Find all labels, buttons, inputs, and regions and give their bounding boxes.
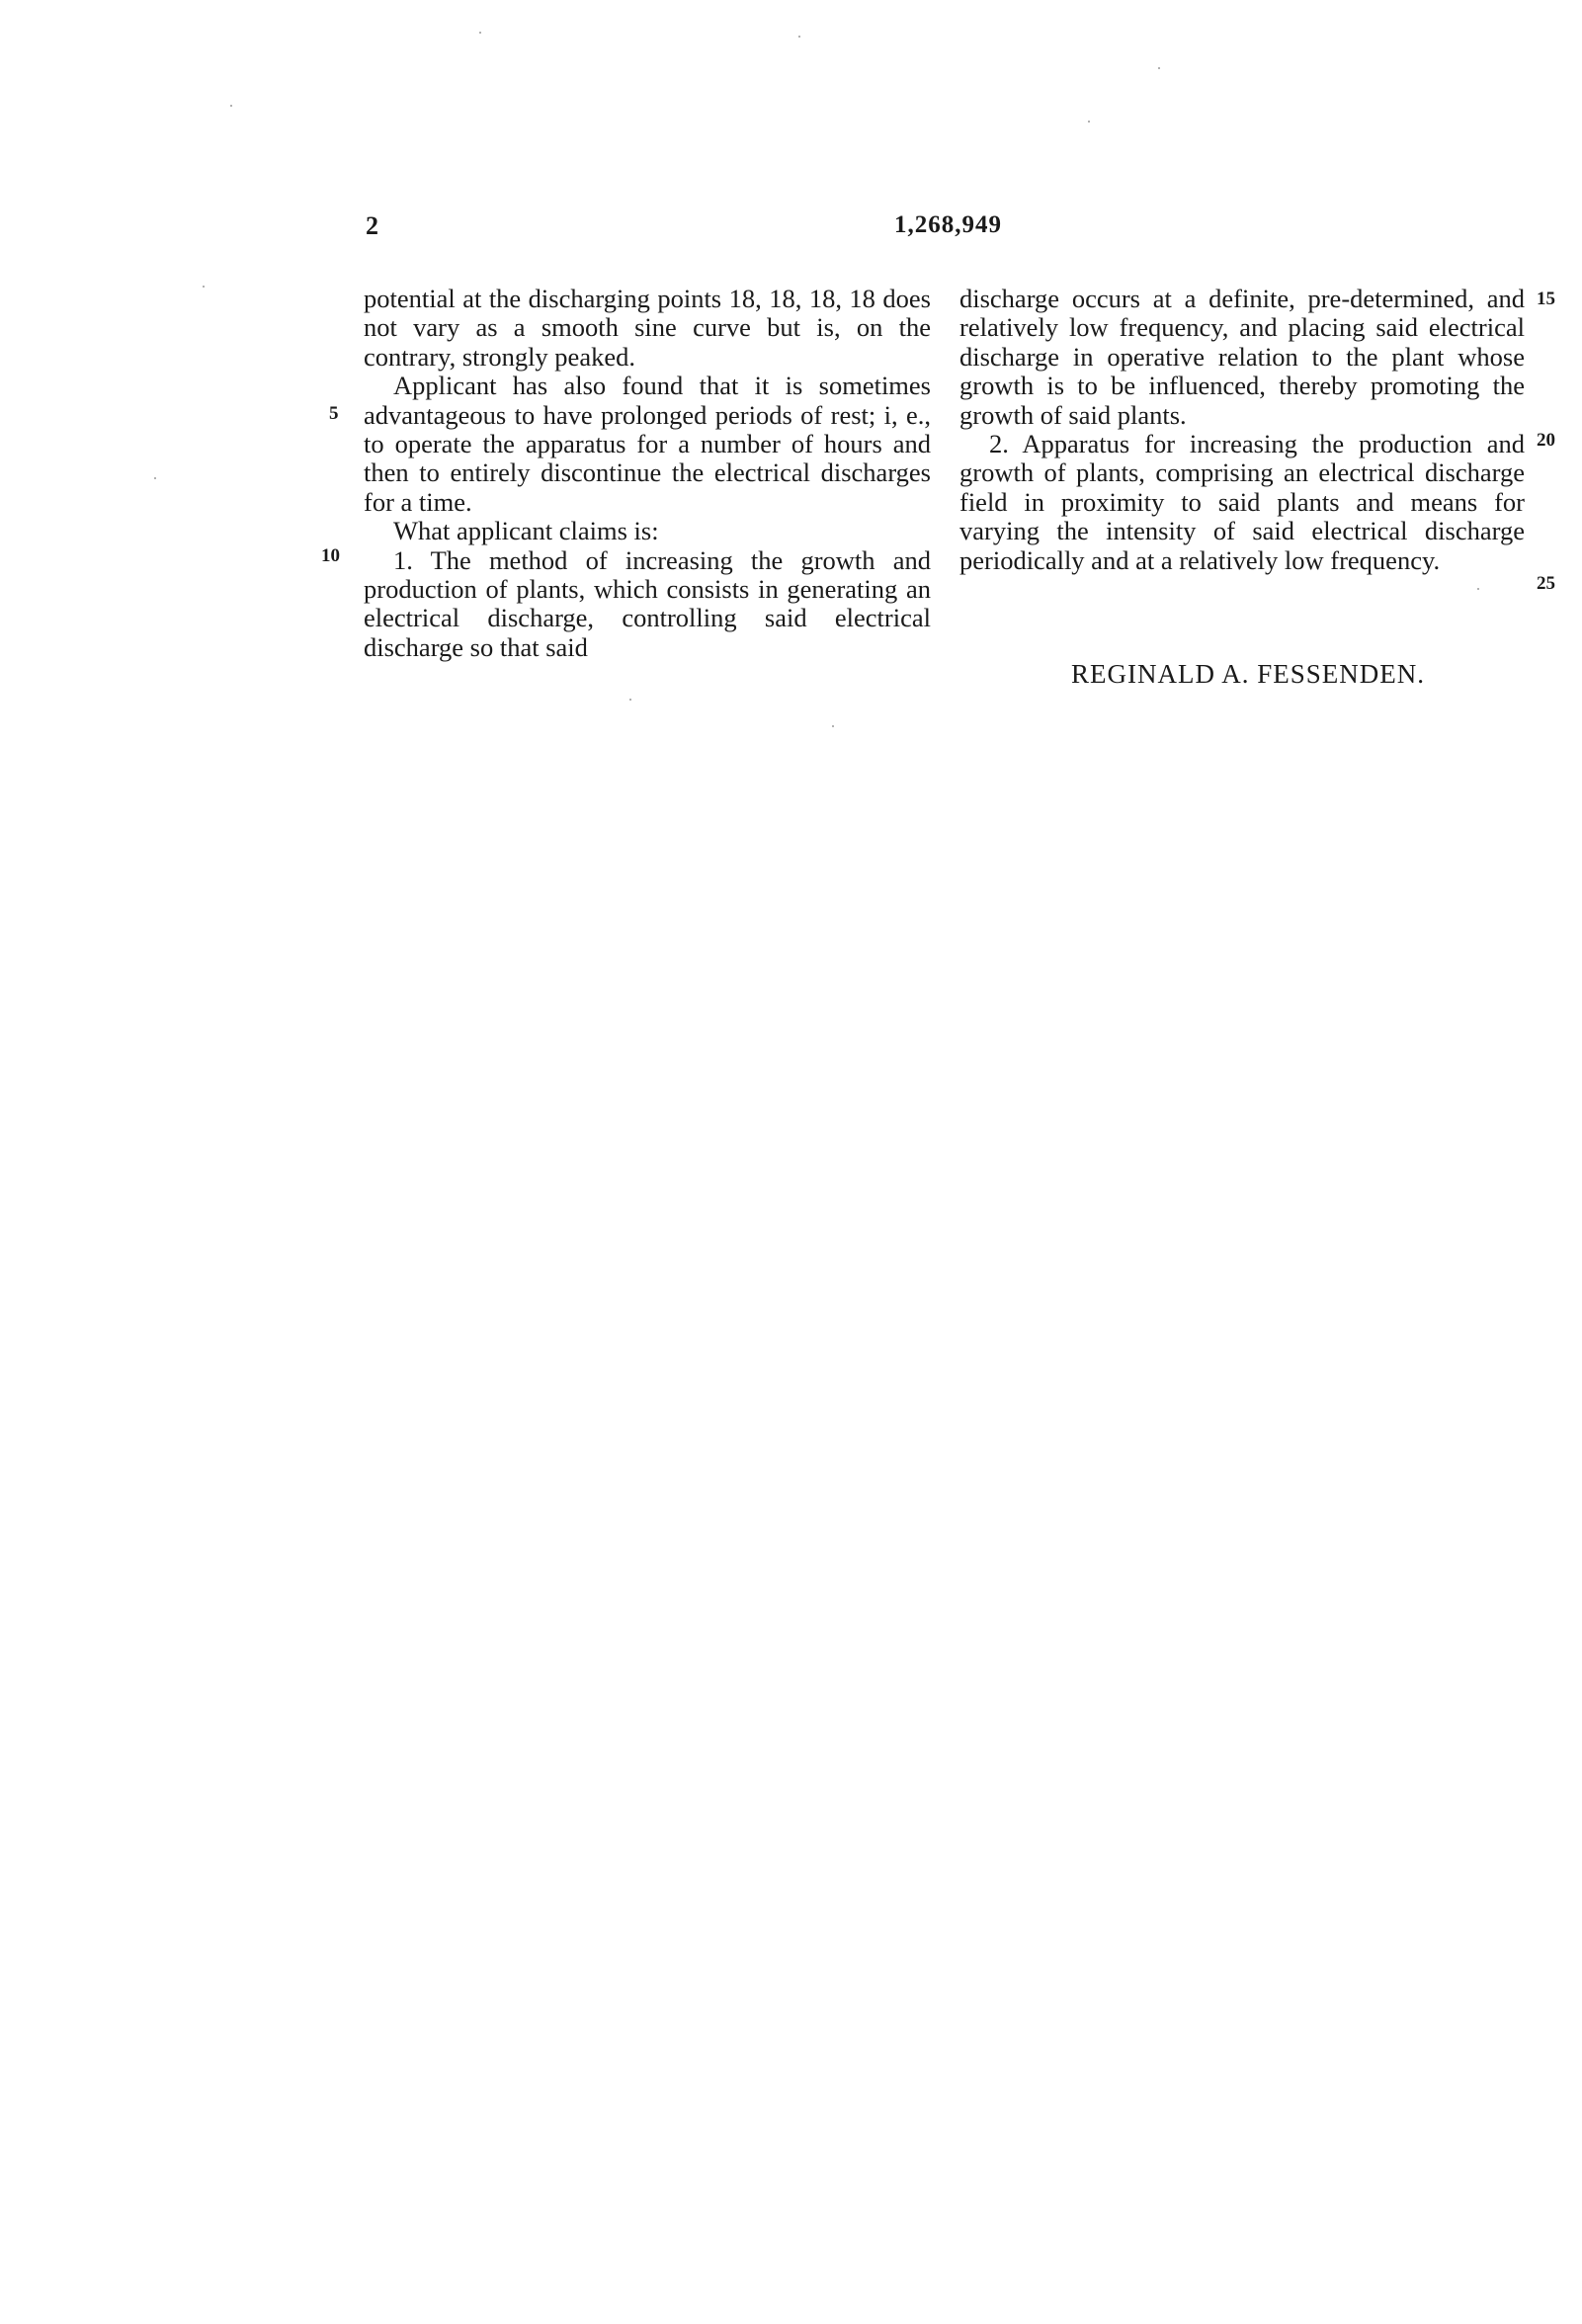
line-number-5: 5: [329, 403, 339, 424]
scan-speck: [479, 32, 481, 34]
scan-speck: [203, 286, 205, 288]
line-number-15: 15: [1537, 289, 1555, 309]
inventor-signature: REGINALD A. FESSENDEN.: [1071, 659, 1426, 689]
scan-speck: [629, 699, 631, 701]
claims-intro: What applicant claims is:: [393, 516, 659, 546]
claim-2: 2. Apparatus for increasing the production and growth of plants, comprising an electrical discharge field in proximity to said plants and means for varying the intensity of said electrical discharge periodically and at a relatively low frequency.: [959, 429, 1525, 575]
left-paragraph-1: potential at the discharging points 18, 18, 18, 18 does not vary as a smooth sine curve but is, on the contrary, strongly peaked.: [364, 284, 931, 372]
line-number-20: 20: [1537, 430, 1555, 451]
scan-speck: [832, 725, 834, 727]
patent-number: 1,268,949: [894, 211, 1002, 238]
line-number-10: 10: [321, 545, 340, 566]
left-paragraph-2: Applicant has also found that it is sometimes advantageous to have prolonged periods of rest; i, e., to operate the apparatus for a number of hours and then to entirely discontinue the electrical discharges for a time.: [364, 371, 931, 517]
claim-1: 1. The method of increasing the growth and production of plants, which consists in generating an electrical discharge, controlling said electrical discharge so that said: [364, 544, 931, 662]
line-number-25: 25: [1537, 573, 1555, 594]
scan-speck: [1158, 67, 1160, 69]
scan-speck: [1088, 121, 1090, 123]
scan-speck: [798, 36, 800, 38]
right-column: [959, 285, 1525, 575]
left-column: [364, 285, 931, 662]
claim-1-continued: discharge occurs at a definite, pre-determined, and relatively low frequency, and placing said electrical discharge in operative relation to the plant whose growth is to be influenced, thereby promoting the growth of said plants.: [959, 284, 1525, 430]
scan-speck: [230, 105, 232, 107]
page-number: 2: [366, 211, 379, 240]
scan-speck: [154, 477, 156, 479]
scan-speck: [1477, 588, 1479, 590]
